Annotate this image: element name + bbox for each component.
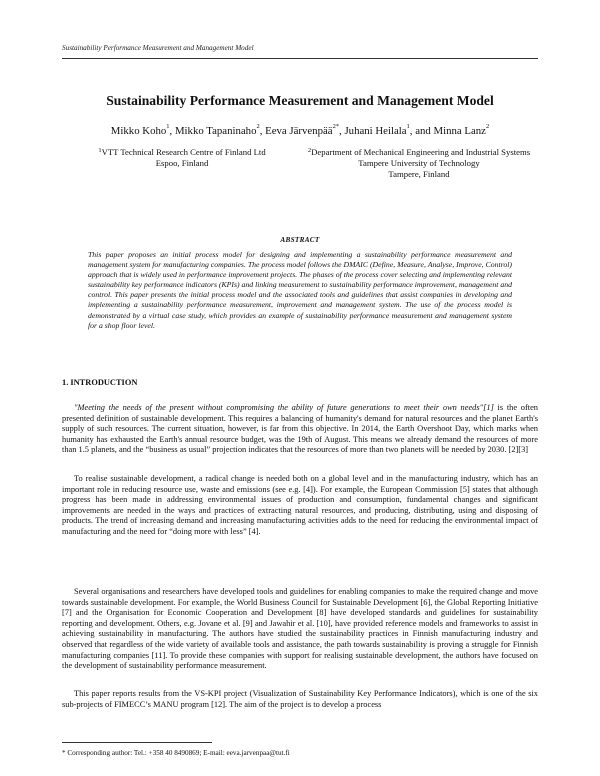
author-affiliation-mark: 1 [406, 123, 410, 130]
paragraph: To realise sustainable development, a radical change is needed both on a global level and in the manufacturing industry, which has an important role in reducing resource use, waste and emissions (see e.g. [4]). For example, the European Commission [5] states that although progress has been made in addressing environmental issues of production and consumption, fundamental changes and significant improvements are needed in the ways and practices of extracting natural resources, and producing, distributing, using and disposing of products. The trend of increasing demand and increasing manufacturing activities adds to the need for reducing the environmental impact of manufacturing and the need for “doing more with less” [4]. [62, 474, 538, 536]
affiliation-line: Tampere, Finland [388, 169, 450, 179]
author-affiliation-mark: 2* [332, 123, 340, 130]
author-name: Juhani Heilala [344, 125, 407, 137]
author-name: Eeva Järvenpää [265, 125, 333, 137]
author-separator: , [169, 125, 175, 137]
paragraph: Several organisations and researchers have developed tools and guidelines for enabling companies to make the required change and move towards sustainable development. For example, the World Business Council for Sustainable Development [6], the Global Reporting Initiative [7] and the Organisation for Economic Cooperation and Development [8] have developed standards and guidelines for sustainability reporting and development. Others, e.g. Jovane et al. [9] and Jawahir et al. [10], have provided reference models and frameworks to assist in achieving sustainability in manufacturing. The authors have studied the sustainability practices in Finnish manufacturing industry and observed that regardless of the wide variety of available tools and assistance, the path towards sustainability is proving a struggle for Finnish manufacturing companies [11]. To provide these companies with support for realising sustainable development, the authors have focused on the development of sustainability performance measurement. [62, 587, 538, 671]
running-header: Sustainability Performance Measurement and Management Model [62, 44, 254, 52]
affiliation-mark: 2 [307, 147, 312, 154]
paper-title: Sustainability Performance Measurement and Management Model [106, 93, 494, 108]
affiliation-line: Espoo, Finland [155, 158, 209, 168]
paragraph: This paper reports results from the VS-KPI project (Visualization of Sustainability Key Performance Indicators), which is one of the six sub-projects of FIMECC’s MANU program [12]. The aim of the project is to develop a process [62, 689, 538, 709]
section-heading-introduction: 1. INTRODUCTION [62, 378, 138, 387]
author-name: Minna Lanz [433, 125, 486, 137]
header-rule [62, 58, 538, 59]
footnote-rule [62, 742, 212, 743]
author-list [62, 125, 538, 137]
author-name: Mikko Koho [110, 125, 167, 137]
affiliation-tut [300, 147, 538, 180]
footnote-corresponding-author: * Corresponding author: Tel.: +358 40 8490869; E-mail: eeva.jarvenpaa@tut.fi [62, 749, 290, 757]
affiliation-mark: 1 [98, 147, 102, 154]
paragraph-text: is the often presented definition of sustainable development. This requires a balancing of humanity's demand for natural resources and the planet Earth's supply of such resources. The current situation, however, is far from this objective. In 2014, the Earth Overshoot Day, which marks when humanity has exhausted the Earth's annual resource budget, was the 19th of August. This means we already demand the resources of more than 1.5 planets, and the “business as usual” projection indicates that the resources of more than two planets will be needed by 2030. [2][3] [62, 403, 538, 455]
abstract-text: This paper proposes an initial process model for designing and implementing a sustainability performance measurement and management system for manufacturing companies. The process model follows the DMAIC (Define, Measure, Analyse, Improve, Control) approach that is widely used in performance improvement projects. The phases of the process cover selecting and implementing relevant sustainability key performance indicators (KPIs) and linking measurement to sustainability performance improvement, management and control. This paper presents the initial process model and the associated tools and guidelines that assist companies in developing and implementing a sustainability performance measurement, improvement and management system. The use of the process model is demonstrated by a virtual case study, which provides an example of sustainability performance measurement and management system for a shop floor level. [88, 250, 512, 330]
author-affiliation-mark: 2 [256, 123, 260, 130]
author-separator: , [259, 125, 266, 137]
affiliation-line: VTT Technical Research Centre of Finland Ltd [101, 147, 266, 157]
quotation: "Meeting the needs of the present without compromising the ability of future generations to meet their own needs"[1] [74, 403, 494, 412]
affiliation-line: Tampere University of Technology [358, 158, 480, 168]
affiliation-vtt [62, 147, 302, 169]
author-name: Mikko Tapaninaho [174, 125, 257, 137]
author-affiliation-mark: 2 [485, 123, 490, 130]
author-separator: , and [409, 125, 434, 137]
author-separator: , [339, 125, 345, 137]
paragraph [62, 403, 538, 456]
affiliation-line: Department of Mechanical Engineering and Industrial Systems [311, 147, 531, 157]
author-affiliation-mark: 1 [166, 123, 170, 130]
abstract-heading: ABSTRACT [280, 236, 320, 244]
